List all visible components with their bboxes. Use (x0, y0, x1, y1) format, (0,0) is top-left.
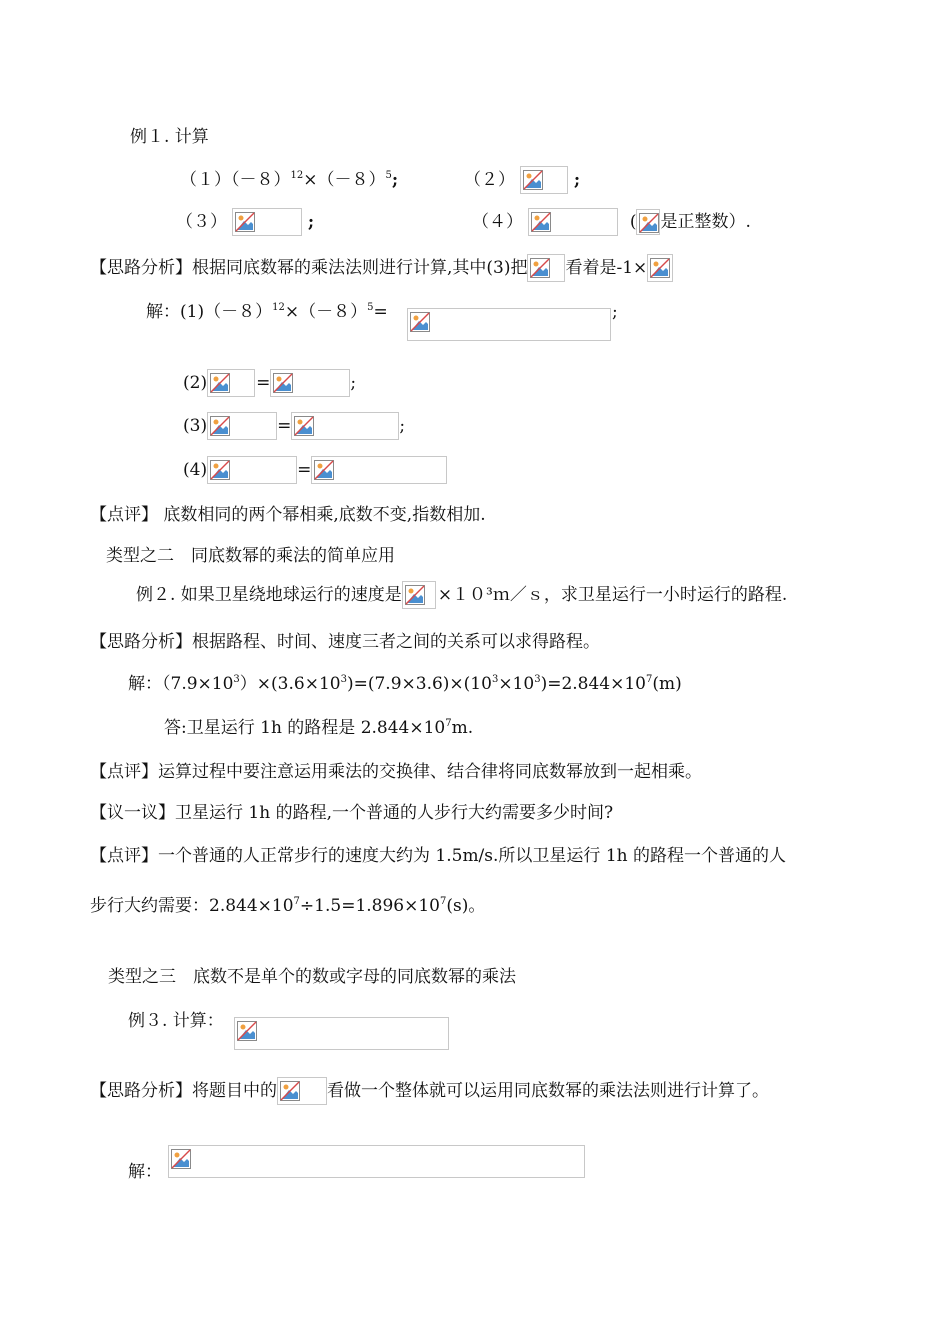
broken-image-icon (280, 1081, 300, 1101)
broken-image-icon (210, 416, 230, 436)
broken-image-icon (650, 258, 670, 278)
formula-image (207, 412, 277, 440)
solution-1-line2: (2) = ; (183, 369, 356, 399)
comment-1: 【点评】 底数相同的两个幂相乘,底数不变,指数相加. (90, 505, 486, 525)
formula-image (636, 209, 660, 235)
formula-image (232, 208, 302, 236)
broken-image-icon (210, 460, 230, 480)
ex1-part4: （４） ( 是正整数）. (472, 208, 751, 238)
example-3: 例３. 计算： (128, 1011, 224, 1031)
formula-image (291, 412, 399, 440)
example-2: 例２. 如果卫星绕地球运行的速度是 ×１０³ｍ／ｓ，求卫星运行一小时运行的路程. (136, 581, 787, 611)
formula-image (520, 166, 568, 194)
analysis-1: 【思路分析】根据同底数幂的乘法法则进行计算,其中(3)把 看着是-1× (90, 254, 673, 284)
formula-image (270, 369, 350, 397)
analysis-3: 【思路分析】将题目中的 看做一个整体就可以运用同底数幂的乘法法则进行计算了。 (90, 1077, 769, 1107)
type-3-title: 类型之三 底数不是单个的数或字母的同底数幂的乘法 (108, 967, 516, 987)
comment-3-line2: 步行大约需要：$2.844\times 10^7\div 1.5=1.896\times 10^7(s)$。 (90, 896, 486, 916)
solution-3: 解： (128, 1162, 162, 1182)
example-1-title: 例１. 计算 (130, 127, 209, 147)
broken-image-icon (531, 212, 551, 232)
broken-image-icon (171, 1149, 191, 1169)
solution-1-line1: 解：$(1)(-8)^{12}\times(-8)^5=$ (146, 302, 388, 322)
broken-image-icon (210, 373, 230, 393)
formula-image (647, 254, 673, 282)
broken-image-icon (294, 416, 314, 436)
formula-image (207, 456, 297, 484)
broken-image-icon (530, 258, 550, 278)
formula-image (277, 1077, 327, 1105)
formula-image (527, 254, 565, 282)
ex1-part2: （２） ; (464, 166, 580, 196)
solution-1-end: ; (612, 302, 618, 322)
comment-3-line1: 【点评】一个普通的人正常步行的速度大约为 1.5m/s.所以卫星运行 1h 的路程一个普通的人 (90, 846, 786, 866)
broken-image-icon (639, 213, 659, 233)
solution-1-line3: (3) = ; (183, 412, 405, 442)
broken-image-icon (405, 585, 425, 605)
formula-image (402, 581, 436, 609)
ex1-part3: （３） ; (176, 208, 314, 238)
discuss: 【议一议】卫星运行 1h 的路程,一个普通的人步行大约需要多少时间? (90, 803, 614, 823)
broken-image-icon (273, 373, 293, 393)
comment-2: 【点评】运算过程中要注意运用乘法的交换律、结合律将同底数幂放到一起相乘。 (90, 762, 702, 782)
ex1-part1: $(1)(-8)^{12}\times(-8)^5$; (180, 170, 399, 190)
answer-2: 答:卫星运行 1h 的路程是 $2.844\times 10^7m$. (164, 718, 474, 738)
formula-image (168, 1145, 585, 1178)
broken-image-icon (410, 312, 430, 332)
broken-image-icon (235, 212, 255, 232)
analysis-2: 【思路分析】根据路程、时间、速度三者之间的关系可以求得路程。 (90, 632, 600, 652)
solution-2: 解：$(7.9\times 10^3)\times(3.6\times 10^3)=(7.9\times 3.6)\times(10^3\times 10^3)=2.844\times 10^7(m)$ (128, 674, 682, 694)
formula-image (407, 308, 611, 341)
formula-image (207, 369, 255, 397)
formula-image (311, 456, 447, 484)
broken-image-icon (237, 1021, 257, 1041)
formula-image (234, 1017, 449, 1050)
broken-image-icon (523, 170, 543, 190)
type-2-title: 类型之二 同底数幂的乘法的简单应用 (106, 546, 395, 566)
broken-image-icon (314, 460, 334, 480)
solution-1-line4: (4) = (183, 456, 447, 486)
formula-image (528, 208, 618, 236)
